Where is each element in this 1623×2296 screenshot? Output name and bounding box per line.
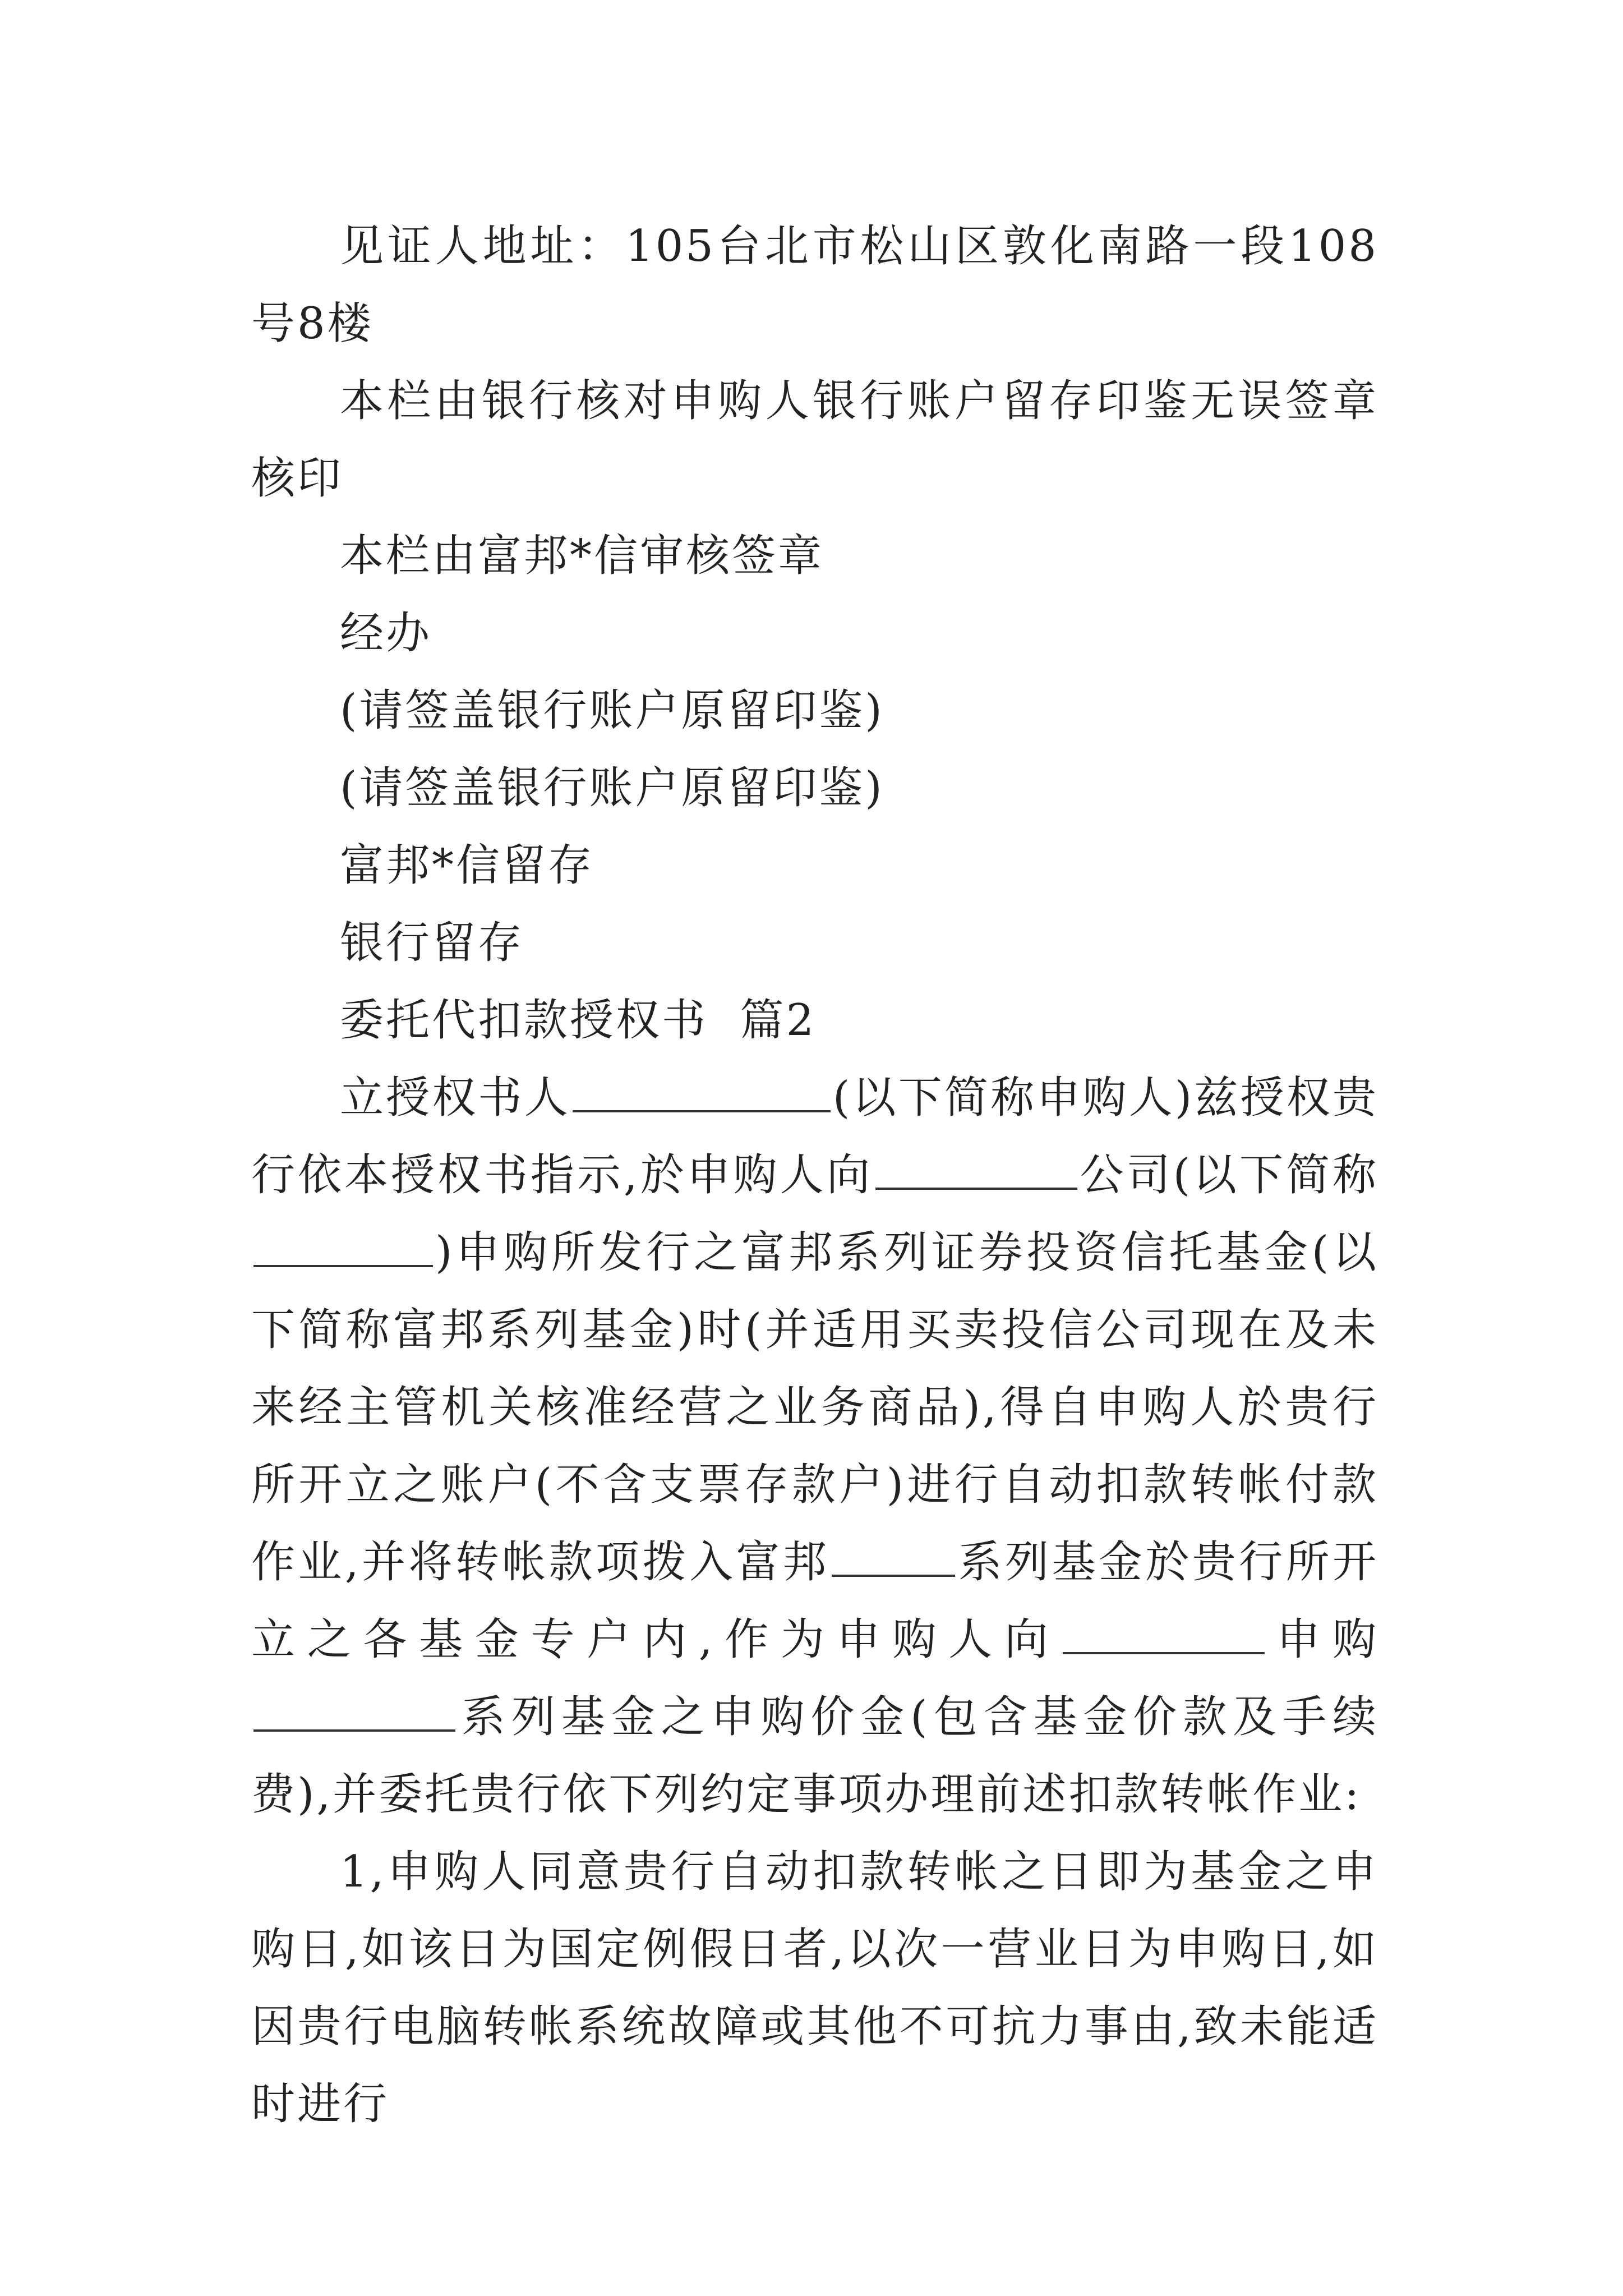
authorization-text-2: (以下简称申购人)兹授权贵行依本授权书指示,於申购人向 xyxy=(251,1073,1378,1200)
handler-label: 经办 xyxy=(340,608,432,659)
blank-line-short-name xyxy=(253,1229,433,1267)
fubon-review-note: 本栏由富邦*信审核签章 xyxy=(340,531,824,581)
bank-retain-label: 银行留存 xyxy=(340,918,524,968)
authorization-text-7: 系列基金之申购价金(包含基金价款及手续费),并委托贵行依下列约定事项办理前述扣款转帐作业: xyxy=(251,1692,1378,1820)
blank-line-company xyxy=(875,1152,1077,1190)
seal-note-2: (请签盖银行账户原留印鉴) xyxy=(340,763,884,813)
blank-line-applicant xyxy=(573,1074,831,1112)
document-body xyxy=(251,208,1378,2143)
clause-1: 1,申购人同意贵行自动扣款转帐之日即为基金之申购日,如该日为国定例假日者,以次一营业日为申购日,如因贵行电脑转帐系统故障或其他不可抗力事由,致未能适时进行 xyxy=(251,1847,1378,2129)
section-title: 委托代扣款授权书 篇2 xyxy=(340,995,817,1046)
blank-line-subscribe-to xyxy=(1063,1616,1265,1654)
blank-line-subscribe-series xyxy=(253,1694,455,1732)
authorization-text-4: )申购所发行之富邦系列证券投资信托基金(以下简称富邦系列基金)时(并适用买卖投信公司现在及未来经主管机关核准经营之业务商品),得自申购人於贵行所开立之账户(不含支票存款户)进行自动扣款转帐付款作业,并将转帐款项拨入富邦 xyxy=(251,1227,1378,1588)
authorization-text-5: 系列基金於贵行所开立之各基金专户内,作为申购人向 xyxy=(251,1537,1378,1665)
authorization-text-6: 申购 xyxy=(1266,1614,1378,1665)
blank-line-fund-series xyxy=(832,1539,955,1577)
authorization-paragraph xyxy=(251,1059,1378,1833)
witness-address: 见证人地址：105台北市松山区敦化南路一段108号8楼 xyxy=(251,221,1378,349)
fubon-retain-label: 富邦*信留存 xyxy=(340,840,594,891)
seal-note-1: (请签盖银行账户原留印鉴) xyxy=(340,685,884,736)
bank-verification-note: 本栏由银行核对申购人银行账户留存印鉴无误签章核印 xyxy=(251,376,1378,504)
authorization-text-1: 立授权书人 xyxy=(340,1073,570,1123)
authorization-text-3: 公司(以下简称 xyxy=(1079,1150,1378,1200)
